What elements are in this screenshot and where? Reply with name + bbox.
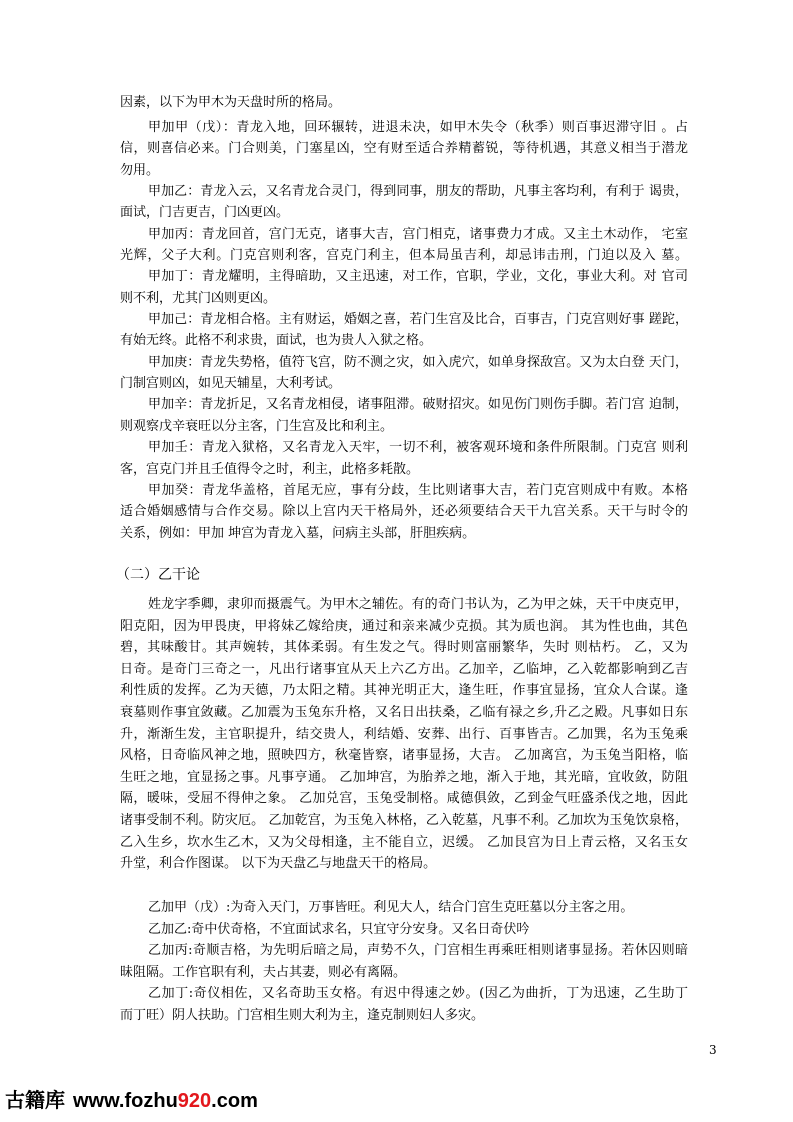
continued-paragraph <box>120 92 688 113</box>
text-line: 姓龙字季卿，隶卯而摄震气。为甲木之辅佐。有的奇门书认为，乙为甲之妹，天干中庚克甲， <box>148 597 688 612</box>
paragraph-yi-introduction <box>120 594 688 875</box>
paragraph-jia-ren <box>120 437 688 480</box>
paragraph-yi-bing <box>120 940 688 983</box>
text-line: 甲加丙：青龙回首，宫门无克，诸事大吉，宫门相克，诸事费力才成。又主土木动作， 宅室 <box>148 226 688 242</box>
text-line: 乙加丙:奇顺吉格，为先明后暗之局，声势不久，门宫相生再乘旺相则诸事显扬。若休囚则暗 <box>148 943 688 959</box>
text-line: 甲加癸：青龙华盖格，首尾无应，事有分歧，生比则诸事大吉，若门克宫则成中有败。本格 <box>148 482 688 498</box>
paragraph-yi-ding <box>120 983 688 1026</box>
site-url-suffix: .com <box>211 1090 258 1112</box>
text-line: 甲加丁：青龙耀明，主得暗助，又主迅速，对工作，官职，学业，文化，事业大利。对 官司 <box>148 269 688 285</box>
text-line: 而丁旺）阴人扶助。门宫相生则大利为主，逢克制则妇人多灾。 <box>120 1007 485 1023</box>
text-line: 甲加乙：青龙入云，又名青龙合灵门，得到同事，朋友的帮助，凡事主客均利，有利于 谒贵， <box>148 184 688 200</box>
text-line: 乙加甲（戊）:为奇入天门，万事皆旺。利见大人，结合门宫生克旺墓以分主客之用。 <box>148 900 634 915</box>
section-heading: （二）乙干论 <box>116 567 200 583</box>
text-line: 阳克阳，因为甲畏庚，甲将妹乙嫁给庚，通过和亲来减少克损。其为质也润。 其为性也曲，其色 <box>120 618 688 634</box>
text-line: 甲加辛：青龙折足，又名青龙相侵，诸事阻滞。破财招灾。如见伤门则伤手脚。若门宫 迫制， <box>148 397 688 413</box>
text-line: 碧，其味酸甘。其声婉转，其体柔弱。有生发之气。得时则富丽繁华，失时 则枯朽。 乙，又为 <box>120 640 688 656</box>
paragraph-jia-bing <box>120 224 688 267</box>
watermark-footer <box>5 1087 258 1115</box>
paragraph-jia-ding <box>120 266 688 309</box>
text-line: 乙入生乡，坎水生乙木，又为父母相逢，主不能自立，迟缓。 乙加艮宫为日上青云格，又名玉女 <box>120 834 688 850</box>
paragraph-jia-ji <box>120 309 688 352</box>
paragraph-jia-gui <box>120 480 688 544</box>
text-line: 利性质的发挥。乙为天德，乃太阳之精。其神光明正大，逢生旺，作事宜显扬，宜众人合谋。逢 <box>120 683 688 699</box>
text-line: 诸事受制不利。防灾厄。 乙加乾宫，为玉兔入林格，乙入乾墓，凡事不利。乙加坎为玉兔饮泉格， <box>120 812 688 828</box>
text-line: 甲加甲（戊）：青龙入地，回环辗转，进退未决，如甲木失令（秋季）则百事迟滞守旧 。占 <box>148 120 688 135</box>
text-line: 乙加丁:奇仪相佐，又名奇助玉女格。有迟中得速之妙。(因乙为曲折，丁为迅速，乙生助丁 <box>148 986 688 1002</box>
text-line: 衰墓则作事宜敛藏。乙加震为玉兔东升格，又名日出扶桑，乙临有禄之乡,升乙之殿。凡事如日东 <box>120 704 688 720</box>
text-line: 适合婚姻感情与合作交易。除以上宫内天干格局外，还必须要结合天干九宫关系。天干与时令的 <box>120 504 688 520</box>
paragraph-yi-yi <box>120 919 688 941</box>
page-number: 3 <box>709 1043 717 1057</box>
text-line: 面试，门吉更吉，门凶更凶。 <box>120 205 290 221</box>
text-line: 乙加乙:奇中伏奇格，不宜面试求名，只宜守分安身。又名日奇伏吟 <box>148 921 530 937</box>
text-line: 日奇。是奇门三奇之一，凡出行诸事宜从天上六乙方出。乙加辛，乙临坤，乙入乾都影响到乙吉 <box>120 661 688 677</box>
text-line: 关系，例如：甲加 坤宫为青龙入墓，问病主头部，肝胆疾病。 <box>120 525 476 541</box>
text-line: 则观察戊辛衰旺以分主客，门生宫及比和利主。 <box>120 418 394 434</box>
text-line: 有始无终。此格不利求贵，面试，也为贵人入狱之格。 <box>120 333 433 349</box>
site-url-number: 920 <box>177 1090 212 1112</box>
text-line: 甲加己：青龙相合格。主有财运，婚姻之喜，若门生宫及比合，百事吉，门克宫则好事 蹉跎， <box>148 312 688 328</box>
text-line: 光辉，父子大利。门克宫则利客，宫克门利主，但本局虽吉利，却忌讳击刑，门迫以及入 墓。 <box>120 248 688 264</box>
site-url-prefix: www.fozhu <box>73 1090 178 1112</box>
text-line: 则不利，尤其门凶则更凶。 <box>120 290 277 306</box>
paragraph-jia-xin <box>120 394 688 437</box>
text-line: 升，渐渐生发，主官职提升，结交贵人，利结婚、安葬、出行、百事皆吉。乙加巽，名为玉兔乘 <box>120 726 688 742</box>
text-line: 风格，日奇临风神之地，照映四方，秋毫皆察，诸事显扬，大吉。 乙加离宫，为玉兔当阳格，临 <box>120 748 688 764</box>
text-line: 因素，以下为甲木为天盘时所的格局。 <box>120 95 342 110</box>
jia-patterns <box>120 117 688 544</box>
paragraph-jia-geng <box>120 352 688 395</box>
text-line: 信，则喜信必来。门合则美，门塞星凶，空有财至适合养精蓄锐，等待机遇，其意义相当于潜龙 <box>120 141 688 157</box>
text-line: 甲加壬：青龙入狱格，又名青龙入天牢，一切不利，被客观环境和条件所限制。门克宫 则利 <box>148 440 688 456</box>
paragraph-yi-jia <box>120 897 688 919</box>
text-line: 昧阻隔。工作官职有利，夫占其妻，则必有离隔。 <box>120 964 407 980</box>
yi-patterns <box>120 897 688 1027</box>
text-line: 客，宫克门并且壬值得令之时，利主，此格多耗散。 <box>120 461 420 477</box>
text-line: 生旺之地，宜显扬之事。凡事亨通。 乙加坤宫，为胎养之地，渐入于地，其光暗，宜收敛，防阻 <box>120 769 688 785</box>
text-line: 甲加庚：青龙失势格，值符飞宫，防不测之灾，如入虎穴，如单身探敌宫。又为太白登 天门， <box>148 354 688 370</box>
text-line: 勿用。 <box>120 162 160 178</box>
paragraph-jia-yi <box>120 181 688 224</box>
text-line: 门制宫则凶，如见天辅星，大利考试。 <box>120 376 342 392</box>
text-line: 隔，暖味，受屈不得伸之象。 乙加兑宫，玉兔受制格。咸德俱敛，乙到金气旺盛杀伐之地，因此 <box>120 791 688 807</box>
site-name: 古籍库 <box>5 1090 65 1112</box>
paragraph-jia-jia <box>120 117 688 181</box>
text-line: 升堂，利合作图谋。 以下为天盘乙与地盘天干的格局。 <box>120 856 437 872</box>
